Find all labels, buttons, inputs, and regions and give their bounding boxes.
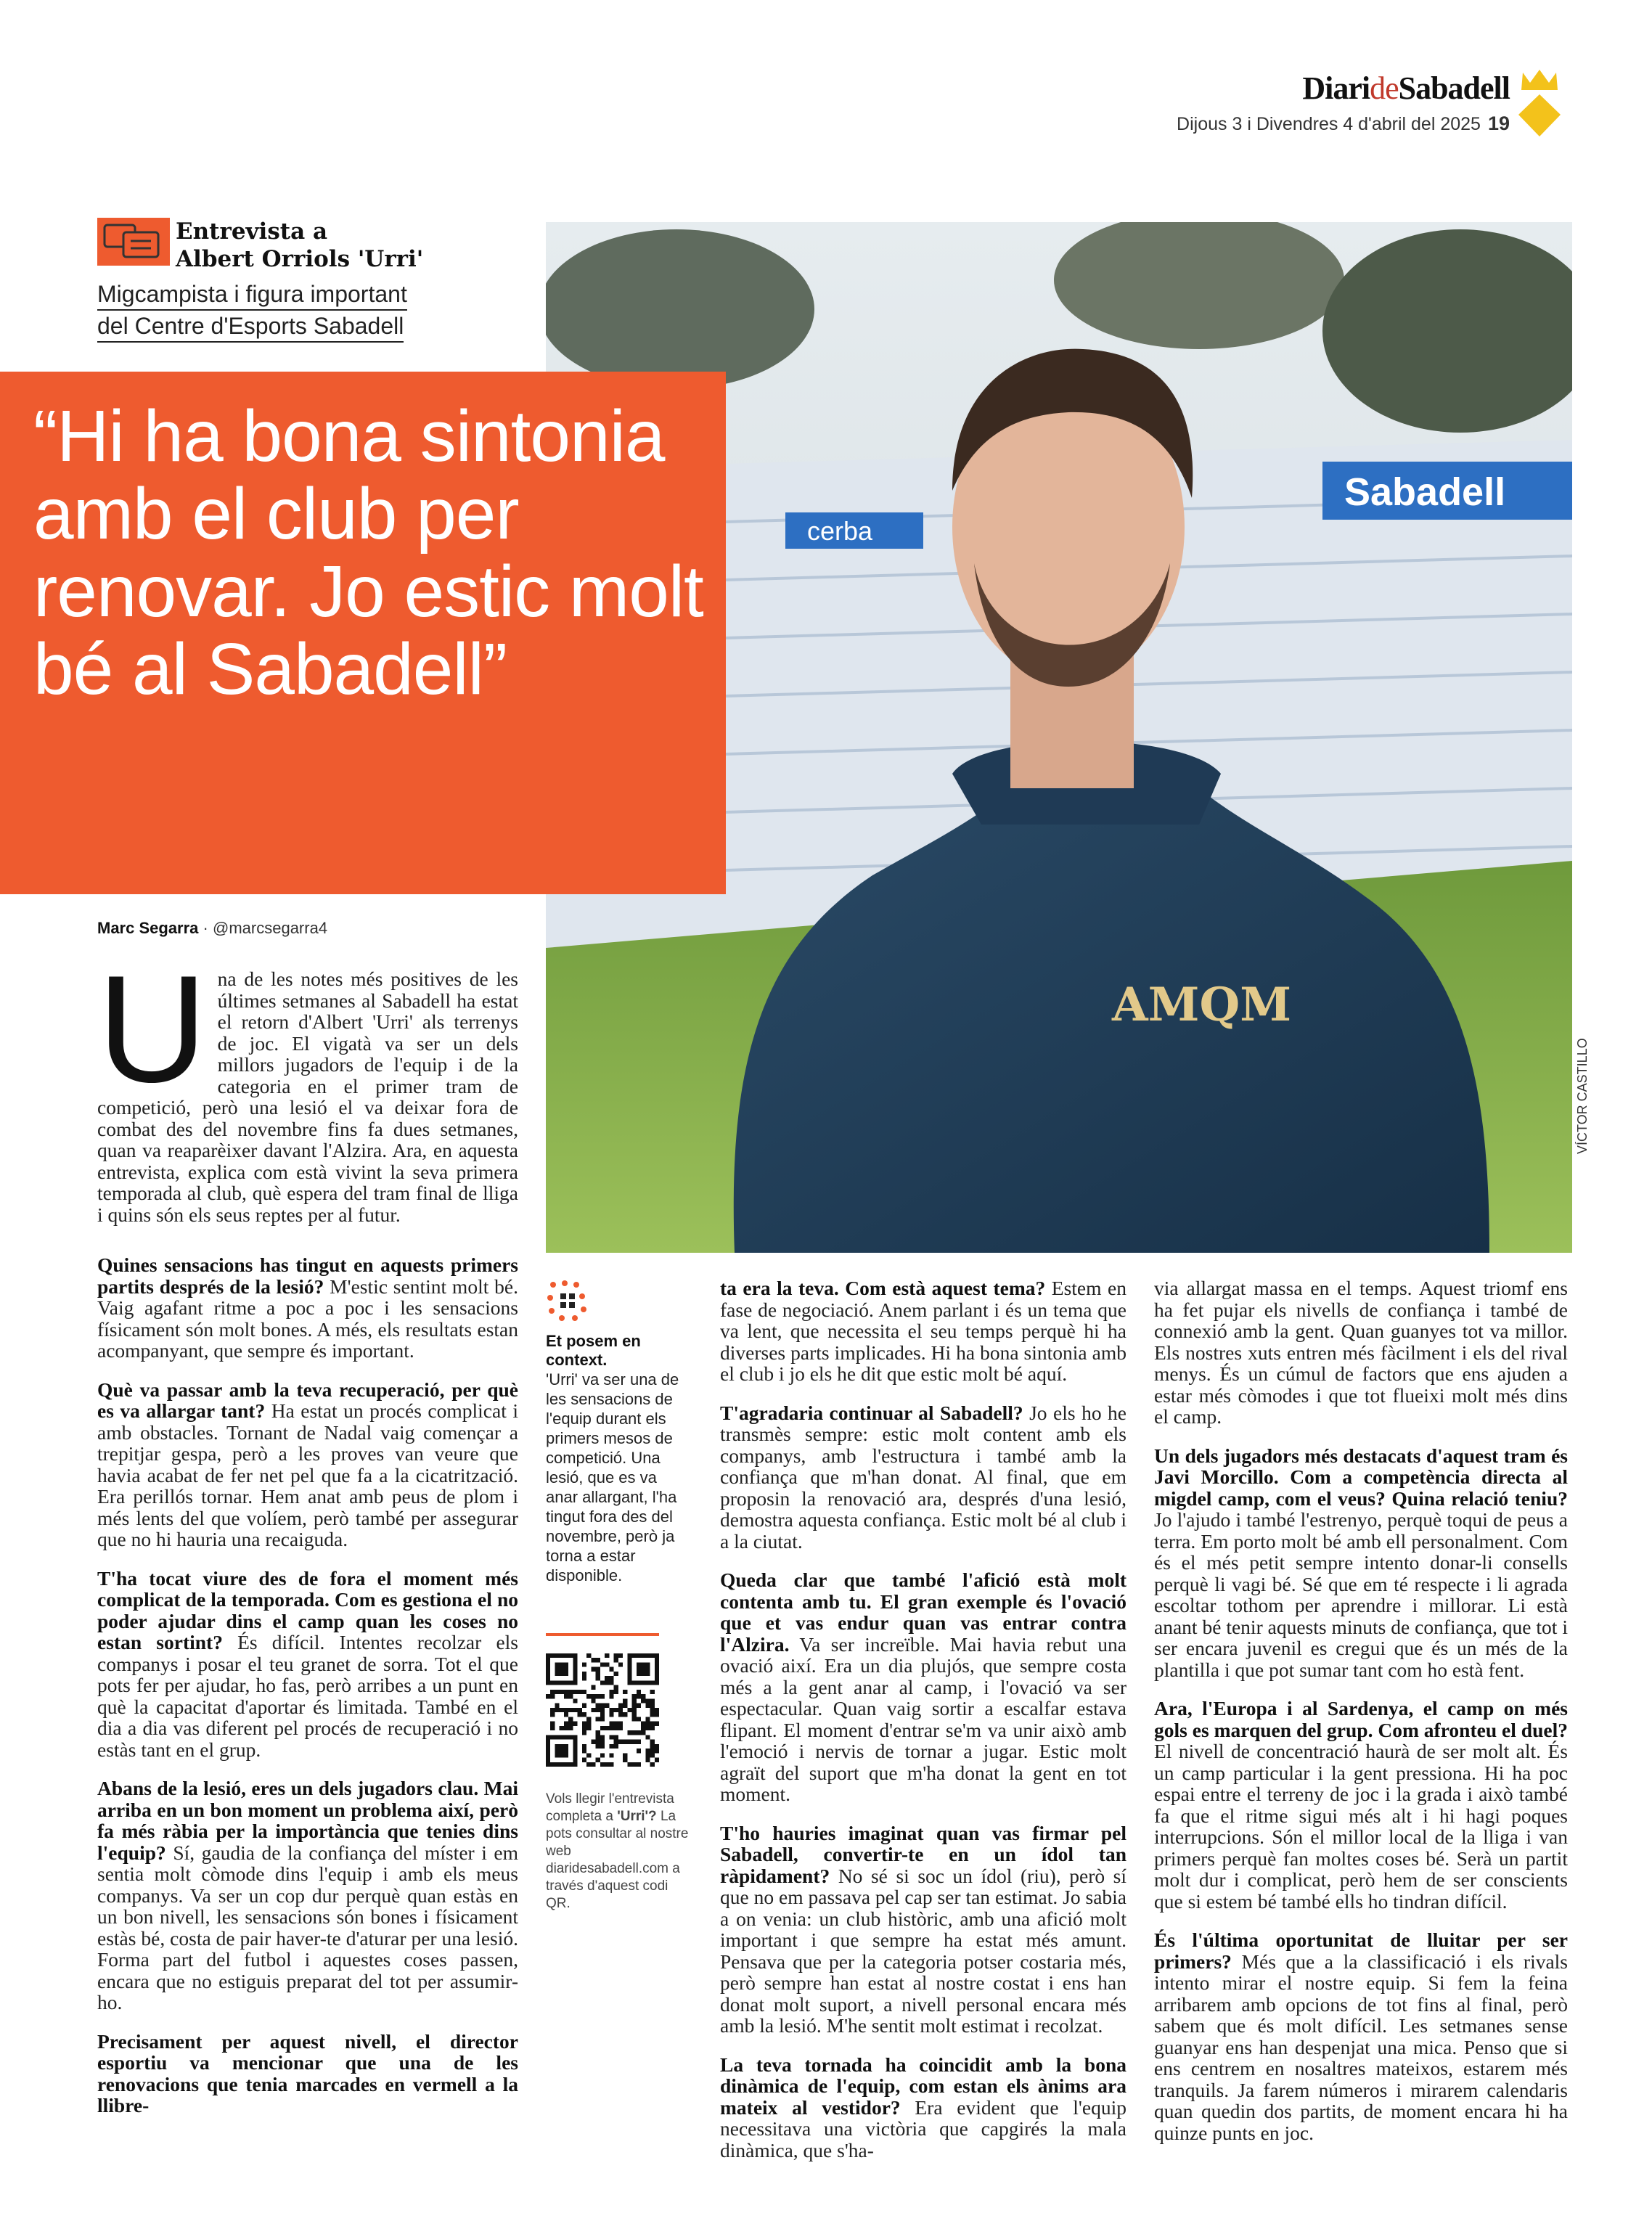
interview-answer: Era evident que l'equip necessitava una victòria que capgirés la mala dinàmica, que s'ha- xyxy=(720,2095,1126,2161)
qa-paragraph xyxy=(97,1379,518,1550)
page-number: 19 xyxy=(1487,113,1510,134)
sidebar-divider xyxy=(546,1633,659,1636)
interview-answer: Jo els ho he transmès sempre: estic molt content amb els companys, amb l'estructura i també amb la confiança que m'han donat. Al final, que em proposin la renovació ara, després d'una lesió, demostra aquesta confiança. Estic molt bé al club i a la ciutat. xyxy=(720,1401,1126,1553)
interview-answer: via allargat massa en el temps. Aquest triomf ens ha fet pujar els nivells de confiança i també de connexió amb la gent. Quan guanyes tot va millor. Els nostres xuts entren més fàcilment i els del rival menys. És un cúmul de factors que ens ajuden a estar més còmodes i que tot flueixi molt més dins el camp. xyxy=(1154,1277,1568,1428)
qa-paragraph xyxy=(97,1568,518,1761)
drop-cap: U xyxy=(97,944,208,1114)
interview-answer: M'estic sentint molt bé. Vaig agafant ritme a poc a poc i les sensacions físicament són molt bones. A més, els resultats estan acompanyant, que sempre és important. xyxy=(97,1275,518,1362)
qa-paragraph xyxy=(1154,1698,1568,1912)
context-dots-icon xyxy=(546,1279,589,1322)
interview-question: Ara, l'Europa i al Sardenya, el camp on més gols es marquen del grup. Com afronteu el duel? xyxy=(1154,1697,1568,1741)
interview-question: T'ho hauries imaginat quan vas firmar pel Sabadell, convertir-te en un ídol tan ràpidament? xyxy=(720,1821,1126,1887)
intro-text: na de les notes més positives de les últimes setmanes al Sabadell ha estat el retorn d'Albert 'Urri' als terrenys de joc. El vigatà va ser un dels millors jugadors de l'equip i de la categoria en el primer tram de competició, però una lesió el va deixar fora de combat des del novembre fins fa dues setmanes, quan va reaparèixer davant l'Alzira. Ara, en aquesta entrevista, explica com està vivint la seva primera temporada al club, què espera del tram final de lliga i quins són els seus reptes per al futur. xyxy=(97,968,518,1226)
interview-question: Precisament per aquest nivell, el director esportiu va mencionar que una de les renovacions que tenia marcades en vermell a la llibre- xyxy=(97,2029,518,2116)
interview-answer: Més que a la classificació i els rivals intento mirar el nostre equip. Si fem la feina arribarem amb opcions de tot fins al final, però sabem que és molt difícil. Les setmanes sense guanyar ens han despenjat una mica. Penso que si ens centrem en nosaltres mateixos, estarem més tranquils. Ja farem números i mirarem calendaris quan quedin dos partits, de moment encara hi ha quinze punts en joc. xyxy=(1154,1950,1569,2144)
kicker-line-1: Entrevista a xyxy=(176,218,328,245)
qa-paragraph xyxy=(720,1402,1126,1553)
qa-paragraph xyxy=(1154,1929,1568,2143)
qa-paragraph xyxy=(97,1778,518,2013)
interview-question: Un dels jugadors més destacats d'aquest tram és Javi Morcillo. Com a competència directa al migdel camp, com el veus? Quina relació teniu? xyxy=(1154,1444,1568,1510)
interview-answer: Estem en fase de negociació. Anem parlant i és un tema que va lent, que necessita el seu temps perquè hi ha diverses parts implicades. Hi ha bona sintonia amb el club i jo els he dit que estic molt bé aquí. xyxy=(720,1277,1126,1385)
interview-question: Abans de la lesió, eres un dels jugadors clau. Mai arriba en un bon moment un problema així, però fa més ràbia per la importància que tenies dins l'equip? xyxy=(97,1777,518,1864)
article-column-3 xyxy=(720,1277,1126,2178)
qr-caption-name: 'Urri'? xyxy=(617,1809,657,1824)
byline-separator: · xyxy=(203,919,213,937)
article-column-1 xyxy=(97,1254,518,2134)
pull-quote: “Hi ha bona sintonia amb el club per renovar. Jo estic molt bé al Sabadell” xyxy=(33,396,703,710)
qa-paragraph xyxy=(97,1254,518,1362)
article-intro xyxy=(97,944,518,1226)
kicker-sub-line-2: del Centre d'Esports Sabadell xyxy=(97,311,404,343)
interview-question: La teva tornada ha coincidit amb la bona dinàmica de l'equip, com estan els ànims ara mateix al vestidor? xyxy=(720,2053,1126,2119)
photo-credit: VÍCTOR CASTILLO xyxy=(1575,1038,1590,1154)
interview-question: Què va passar amb la teva recuperació, per què es va allargar tant? xyxy=(97,1378,518,1422)
masthead xyxy=(1177,70,1510,135)
interview-answer: Sí, gaudia de la confiança del míster i em sentia molt còmode dins l'equip i amb els meus companys. Va ser un cop dur perquè quan estàs en un bon nivell, les sensacions són bones i físicament estàs bé, costa de pair haver-te d'aturar per una lesió. Forma part del futbol i aquestes coses passen, encara que no estiguis preparat del tot per assumir-ho. xyxy=(97,1841,519,2013)
interview-answer: Ha estat un procés complicat i amb obstacles. Tornant de Nadal vaig començar a trepitjar gespa, però a les proves van veure que havia acabat de fer net pel que fa a la cicatrització. Era perillós tornar. Hem anat amb peus de plom i més lents del que volíem, però també per assegurar que no hi hauria una recaiguda. xyxy=(97,1399,518,1550)
interview-question: És l'última oportunitat de lluitar per ser primers? xyxy=(1154,1929,1568,1973)
interview-answer: El nivell de concentració haurà de ser molt alt. És un camp particular i la gent pressiona. Hi ha poc espai entre el terreny de joc i la grada i això també fa que el ritme sigui més alt i hi hagi poques interrupcions. Són el millor local de la lliga i van primers perquè fan moltes coses bé. Serà un partit molt dur i complicat, però hem de ser conscients que si estem bé també ells ho tindran difícil. xyxy=(1154,1740,1568,1913)
chat-bubbles-icon xyxy=(97,218,170,266)
context-sidebar xyxy=(546,1279,691,1913)
author-name: Marc Segarra xyxy=(97,919,199,937)
stadium-sponsor-board: Sabadell xyxy=(1344,470,1506,514)
kicker-sub-line-1: Migcampista i figura important xyxy=(97,279,407,311)
interview-answer: És difícil. Intentes recolzar els companys i posar el teu granet de sorra. Tot el que pots fer per ajudar, ho fas, però arribes a un punt en què la capacitat d'aportar és limitada. També en el dia a dia vas diferent pel procés de recuperació i no estàs tant en el grup. xyxy=(97,1631,518,1761)
newspaper-logo: DiarideSabadell xyxy=(1302,70,1510,106)
kicker-title xyxy=(176,218,460,273)
byline xyxy=(97,919,327,938)
qr-code[interactable] xyxy=(546,1653,659,1767)
qa-paragraph xyxy=(97,2031,518,2116)
interview-question: Queda clar que també l'afició està molt contenta amb tu. El gran exemple és l'ovació que et vas endur quan vas entrar contra l'Alzira. xyxy=(720,1569,1126,1656)
qr-caption-post: La pots consultar al nostre web diaridesabadell.com a través d'aquest codi QR. xyxy=(546,1809,689,1911)
article-kicker xyxy=(97,218,460,343)
sidebar-text: 'Urri' va ser una de les sensacions de l'equip durant els primers mesos de competició. Una lesió, que es va anar allargant, l'ha tingut fora des del novembre, però ja torna a estar disponible. xyxy=(546,1370,679,1584)
sidebar-title: Et posem en context. xyxy=(546,1332,641,1369)
dateline xyxy=(1177,113,1510,135)
qa-paragraph xyxy=(1154,1445,1568,1681)
hoodie-print: AMQM xyxy=(1112,978,1292,1032)
crest-icon xyxy=(1514,67,1565,139)
interview-question: Quines sensacions has tingut en aquests primers partits després de la lesió? xyxy=(97,1253,518,1298)
interview-question: T'agradaria continuar al Sabadell? xyxy=(720,1401,1023,1424)
qa-paragraph xyxy=(720,1277,1126,1385)
interview-answer: Va ser increïble. Mai havia rebut una ovació així. Era un dia plujós, que sempre costa més a la gent anar al camp, i l'ovació va ser espectacular. Quan vaig sortir a escalfar estava flipant. El moment d'entrar se'm va unir això amb l'emoció i nervis de tornar a jugar. Estic molt agraït del suport que m'ha donat la gent en tot moment. xyxy=(720,1632,1126,1805)
issue-date: Dijous 3 i Divendres 4 d'abril del 2025 xyxy=(1177,114,1481,134)
interview-answer: Jo l'ajudo i també l'estrenyo, perquè toqui de peus a terra. Em porto molt bé amb ell personalment. Com és el més petit sempre intento donar-li consells perquè li vagi bé. Sé que em té respecte i li agrada escoltar tothom per aprendre i millorar. Li està anant bé tenir aquests minuts de confiança, que tot i ser encara juvenil es cregui que és un més de la plantilla i que pot sumar tant com ho està fent. xyxy=(1154,1508,1568,1681)
author-handle: @marcsegarra4 xyxy=(213,919,328,937)
stadium-sponsor-board-2: cerba xyxy=(807,516,873,546)
qa-paragraph xyxy=(720,2054,1126,2161)
article-column-4 xyxy=(1154,1277,1568,2161)
kicker-subtitle xyxy=(97,279,460,343)
interviewee-name: Albert Orriols 'Urri' xyxy=(176,246,424,272)
interview-question: T'ha tocat viure des de fora el moment més complicat de la temporada. Com es gestiona el no poder ajudar dins el camp quan les coses no estan sortint? xyxy=(97,1566,518,1653)
qa-paragraph xyxy=(720,1569,1126,1805)
qr-caption-pre: Vols llegir l'entrevista completa a xyxy=(546,1791,674,1824)
qa-paragraph xyxy=(1154,1277,1568,1428)
qa-paragraph xyxy=(720,1823,1126,2037)
interview-question: ta era la teva. Com està aquest tema? xyxy=(720,1277,1046,1299)
interview-answer: No sé si soc un ídol (riu), però sí que no em passava pel cap ser tan estimat. Jo sabia a on venia: un club històric, amb una afició molt important i que sempre ha estat més amunt. Pensava que per la categoria potser costaria més, però sempre han estat al nostre costat i ens han donat molt suport, a nivell personal encara més amb la lesió. M'he sentit molt estimat i recolzat. xyxy=(720,1864,1126,2037)
qr-caption xyxy=(546,1791,691,1913)
